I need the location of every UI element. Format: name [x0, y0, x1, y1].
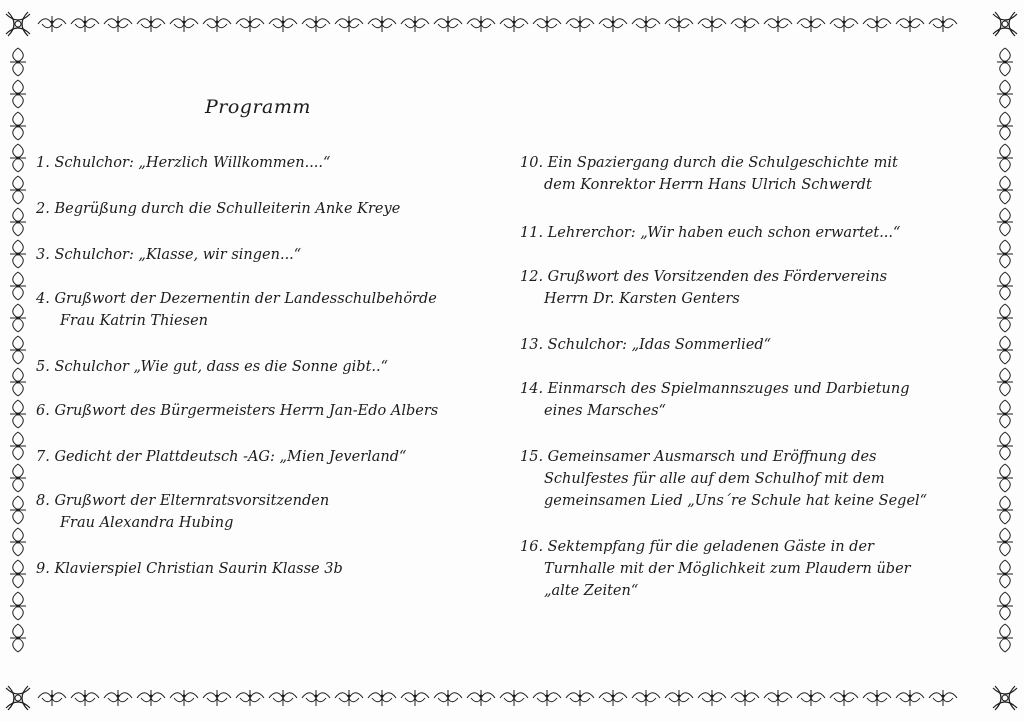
program-item	[520, 222, 900, 244]
item-text-line: Begrüßung durch die Schulleiterin Anke Kreye	[54, 201, 401, 217]
item-text-line: Gedicht der Plattdeutsch -AG: „Mien Jeverland“	[54, 449, 407, 465]
program-item	[36, 198, 400, 220]
item-text-line: Herrn Dr. Karsten Genters	[544, 291, 740, 307]
item-number: 2.	[36, 201, 50, 217]
item-number: 16.	[520, 539, 544, 555]
item-number: 12.	[520, 269, 544, 285]
item-number: 1.	[36, 155, 50, 171]
item-text-line: Grußwort des Vorsitzenden des Fördervereins	[547, 269, 888, 285]
item-number: 10.	[520, 155, 544, 171]
program-item	[520, 266, 887, 310]
program-item	[36, 288, 437, 332]
item-number: 11.	[520, 225, 544, 241]
item-text-line: Lehrerchor: „Wir haben euch schon erwartet...“	[547, 225, 901, 241]
item-text-line: Ein Spaziergang durch die Schulgeschichte mit	[547, 155, 898, 171]
program-item	[36, 400, 438, 422]
page-title: Programm	[205, 96, 311, 118]
item-number: 4.	[36, 291, 50, 307]
item-text-line: gemeinsamen Lied „Uns´re Schule hat keine Segel“	[544, 493, 928, 509]
program-item	[520, 378, 910, 422]
program-item	[520, 334, 771, 356]
item-number: 9.	[36, 561, 50, 577]
program-item	[520, 446, 927, 512]
program-item	[36, 446, 406, 468]
item-text-line: Grußwort der Elternratsvorsitzenden	[54, 493, 330, 509]
program-item	[520, 152, 898, 196]
item-number: 13.	[520, 337, 544, 353]
item-text-line: Einmarsch des Spielmannszuges und Darbietung	[547, 381, 910, 397]
item-number: 5.	[36, 359, 50, 375]
item-text-line: Gemeinsamer Ausmarsch und Eröffnung des	[547, 449, 877, 465]
item-text-line: Schulfestes für alle auf dem Schulhof mit dem	[544, 471, 885, 487]
item-number: 8.	[36, 493, 50, 509]
item-text-line: Klavierspiel Christian Saurin Klasse 3b	[54, 561, 343, 577]
item-text-line: Schulchor: „Idas Sommerlied“	[547, 337, 772, 353]
item-text-line: „alte Zeiten“	[544, 583, 639, 599]
program-item	[36, 356, 388, 378]
program-item	[36, 558, 343, 580]
item-text-line: Schulchor: „Klasse, wir singen...“	[54, 247, 302, 263]
item-number: 6.	[36, 403, 50, 419]
item-number: 15.	[520, 449, 544, 465]
item-text-line: Grußwort des Bürgermeisters Herrn Jan-Edo Albers	[54, 403, 439, 419]
item-text-line: Schulchor „Wie gut, dass es die Sonne gibt..“	[54, 359, 389, 375]
program-item	[36, 490, 329, 534]
item-text-line: Turnhalle mit der Möglichkeit zum Plaudern über	[544, 561, 911, 577]
program-item	[36, 152, 330, 174]
item-text-line: Grußwort der Dezernentin der Landesschulbehörde	[54, 291, 437, 307]
item-text-line: dem Konrektor Herrn Hans Ulrich Schwerdt	[544, 177, 872, 193]
program-item	[36, 244, 301, 266]
item-text-line: Schulchor: „Herzlich Willkommen....“	[54, 155, 331, 171]
item-number: 14.	[520, 381, 544, 397]
item-text-line: Frau Alexandra Hubing	[60, 515, 234, 531]
item-number: 3.	[36, 247, 50, 263]
item-text-line: eines Marsches“	[544, 403, 666, 419]
item-number: 7.	[36, 449, 50, 465]
item-text-line: Sektempfang für die geladenen Gäste in der	[547, 539, 874, 555]
program-item	[520, 536, 911, 602]
item-text-line: Frau Katrin Thiesen	[60, 313, 208, 329]
